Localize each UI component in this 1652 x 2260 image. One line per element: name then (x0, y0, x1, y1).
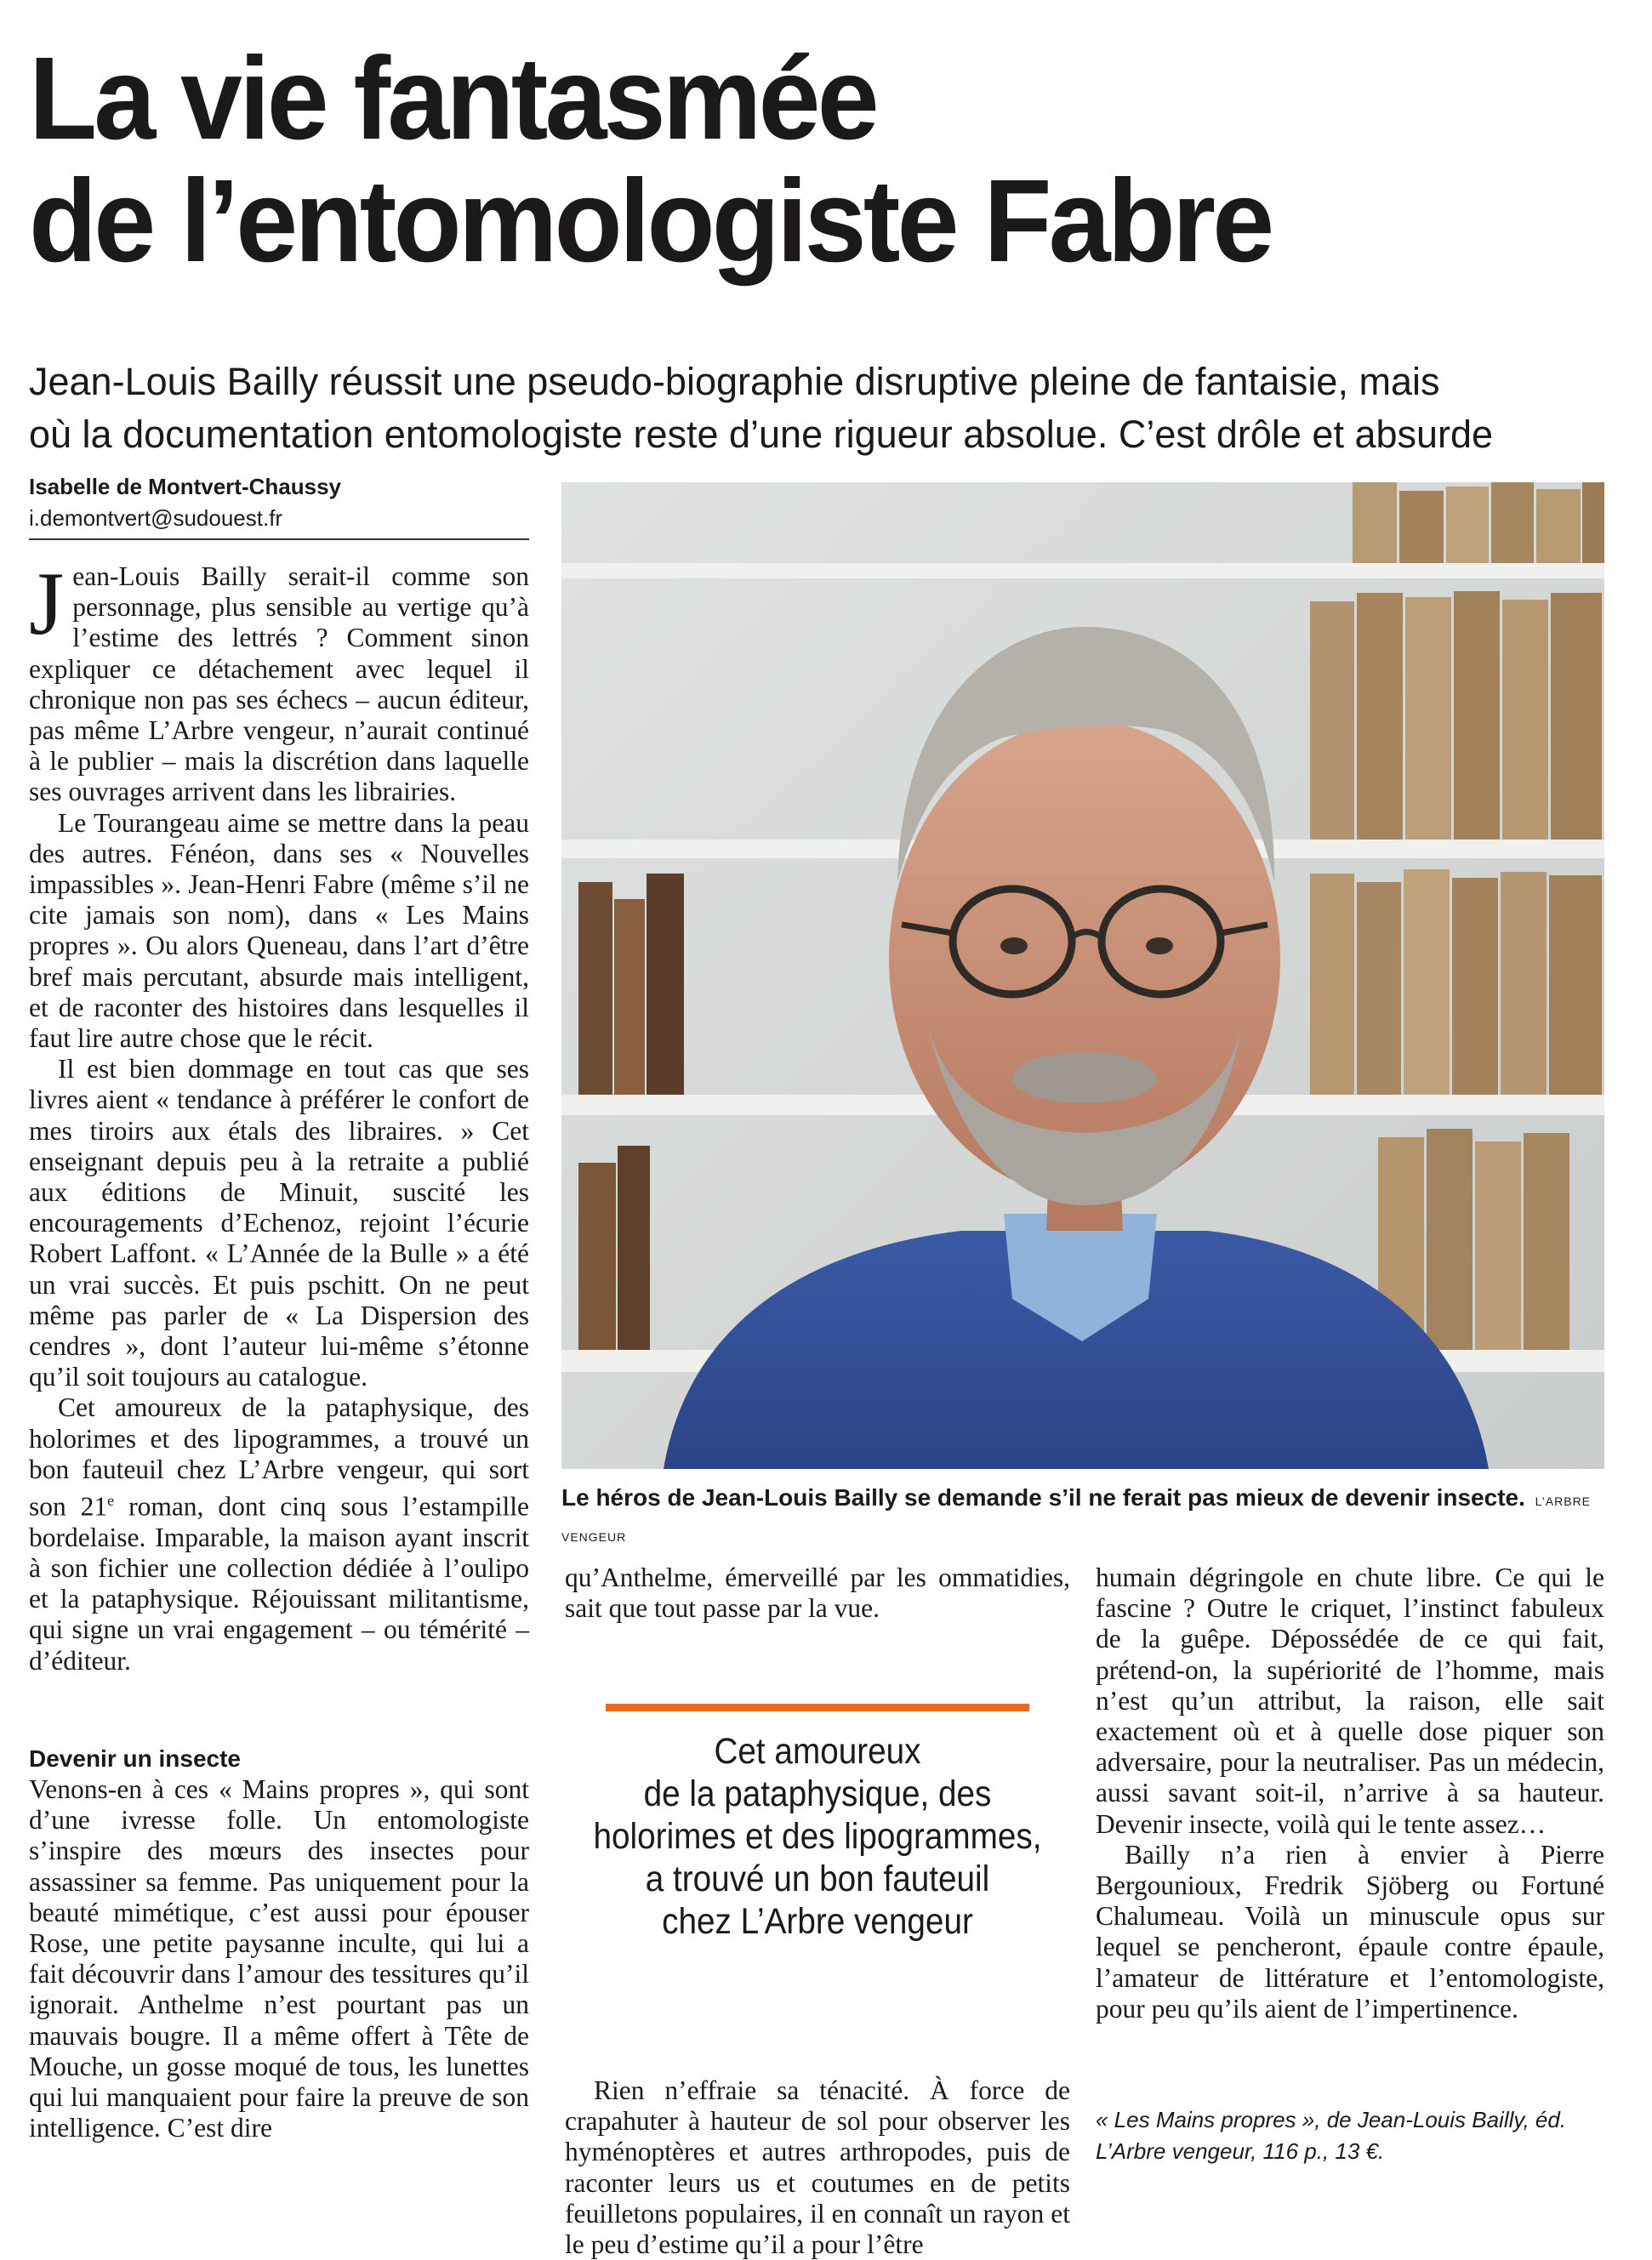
byline-email[interactable]: i.demontvert@sudouest.fr (29, 505, 283, 531)
paragraph-2: Le Tourangeau aime se mettre dans la peau des autres. Fénéon, dans ses « Nouvelles impassibles ». Jean-Henri Fabre (même s’il ne cite jamais son nom), dans « Les Mains propres ». Ou alors Queneau, dans l’art d’être bref mais percutant, absurde mais intelligent, et de raconter des histoires dans lesquelles il faut lire autre chose que le récit. (29, 807, 529, 1054)
article-column-2-mid (565, 2075, 1070, 2260)
col3-paragraph-1: humain dégringole en chute libre. Ce qui le fascine ? Outre le criquet, l’instinct fabuleux de la guêpe. Dépossédée de ce qui fait, prétend-on, la supériorité de l’homme, mais n’est qu’un attribut, la raison, elle sait exactement où et à quelle dose piquer son adversaire, pour la neutraliser. Pas un médecin, aussi savant soit-il, n’arrive à sa hauteur. Devenir insecte, voilà qui le tente assez… (1096, 1563, 1604, 1839)
article-column-1-bottom (29, 1744, 529, 2143)
photo-caption (561, 1482, 1604, 1553)
subheading-devenir-un-insecte: Devenir un insecte (29, 1745, 241, 1772)
caption-text: Le héros de Jean-Louis Bailly se demande s’il ne ferait pas mieux de devenir insecte. (561, 1484, 1525, 1511)
book-reference: « Les Mains propres », de Jean-Louis Bailly, éd. L’Arbre vengeur, 116 p., 13 €. (1096, 2107, 1567, 2164)
headline (29, 33, 1548, 287)
photo-credit: L’ARBRE VENGEUR (561, 1494, 1592, 1544)
standfirst (29, 356, 1628, 461)
headline-line-2: de l’entomologiste Fabre (29, 156, 1272, 287)
byline-author: Isabelle de Montvert-Chaussy (29, 474, 341, 499)
pull-quote: Cet amoureux de la pataphysique, des holorimes et des lipogrammes, a trouvé un bon fauteuil chez L’Arbre vengeur (593, 1731, 1042, 1942)
headline-line-1: La vie fantasmée (29, 33, 876, 164)
books-top-right (1353, 482, 1604, 563)
article-column-2-top (565, 1563, 1070, 1624)
pullquote-rule (606, 1704, 1029, 1711)
author-photo (561, 482, 1604, 1469)
byline-divider (29, 538, 529, 540)
ordinal-superscript: e (107, 1492, 115, 1510)
paragraph-1: Jean-Louis Bailly serait-il comme son personnage, plus sensible au vertige qu’à l’estime des lettrés ? Comment sinon expliquer ce détachement avec lequel il chronique non pas ses échecs – aucun éditeur, pas même L’Arbre vengeur, n’aurait continué à le publier – mais la discrétion dans laquelle ses ouvrages arrivent dans les librairies. (29, 554, 529, 807)
article-column-3 (1096, 1563, 1604, 2024)
paragraph-4: Cet amoureux de la pataphysique, des holorimes et des lipogrammes, a trouvé un bon fauteuil chez L’Arbre vengeur, qui sort son 21e roman, dont cinq sous l’estampille bordelaise. Imparable, la maison ayant inscrit à son fichier une collection dédiée à l’oulipo et la pataphysique. Réjouissant militantisme, qui signe un vrai engagement – ou témérité – d’éditeur. (29, 1392, 529, 1676)
standfirst-line-2: où la documentation entomologiste reste d’une rigueur absolue. C’est drôle et absurde (29, 413, 1494, 456)
col2-paragraph-1: qu’Anthelme, émerveillé par les ommatidies, sait que tout passe par la vue. (565, 1563, 1070, 1624)
standfirst-line-1: Jean-Louis Bailly réussit une pseudo-biographie disruptive pleine de fantaisie, mais (29, 360, 1440, 403)
col2-paragraph-2: Rien n’effraie sa ténacité. À force de crapahuter à hauteur de sol pour observer les hyménoptères et autres arthropodes, puis de raconter leurs us et coutumes en de petits feuilletons populaires, il en connaît un rayon et le peu d’estime qu’il a pour l’être (565, 2075, 1070, 2260)
col3-paragraph-2: Bailly n’a rien à envier à Pierre Bergounioux, Fredrik Sjöberg ou Fortuné Chalumeau. Voilà un minuscule opus sur lequel se pencheront, épaule contre épaule, l’amateur de littérature et l’entomologiste, pour peu qu’ils aient de l’impertinence. (1096, 1839, 1604, 2024)
drop-cap: J (29, 554, 65, 653)
portrait-illustration (561, 482, 1604, 1469)
books-row-2 (1310, 591, 1602, 840)
paragraph-5: Venons-en à ces « Mains propres », qui sont d’une ivresse folle. Un entomologiste s’inspire des mœurs des insectes pour assassiner sa femme. Pas uniquement pour la beauté mimétique, c’est aussi pour épouser Rose, une petite paysanne inculte, qui lui a fait découvrir dans l’amour des tessitures qu’il ignorait. Anthelme n’est pourtant pas un mauvais bougre. Il a même offert à Tête de Mouche, un gosse moqué de tous, les lunettes qui lui manquaient pour faire la preuve de son intelligence. C’est dire (29, 1774, 529, 2143)
paragraph-3: Il est bien dommage en tout cas que ses livres aient « tendance à préférer le confort de mes tiroirs aux étals des libraires. » Cet enseignant depuis peu à la retraite a publié aux éditions de Minuit, suscité les encouragements d’Echenoz, rejoint l’écurie Robert Laffont. « L’Année de la Bulle » a été un vrai succès. Et puis pschitt. On ne peut même pas parler de « La Dispersion des cendres », dont l’auteur lui-même s’étonne qu’il soit toujours au catalogue. (29, 1054, 529, 1392)
article-column-1 (29, 554, 529, 1676)
